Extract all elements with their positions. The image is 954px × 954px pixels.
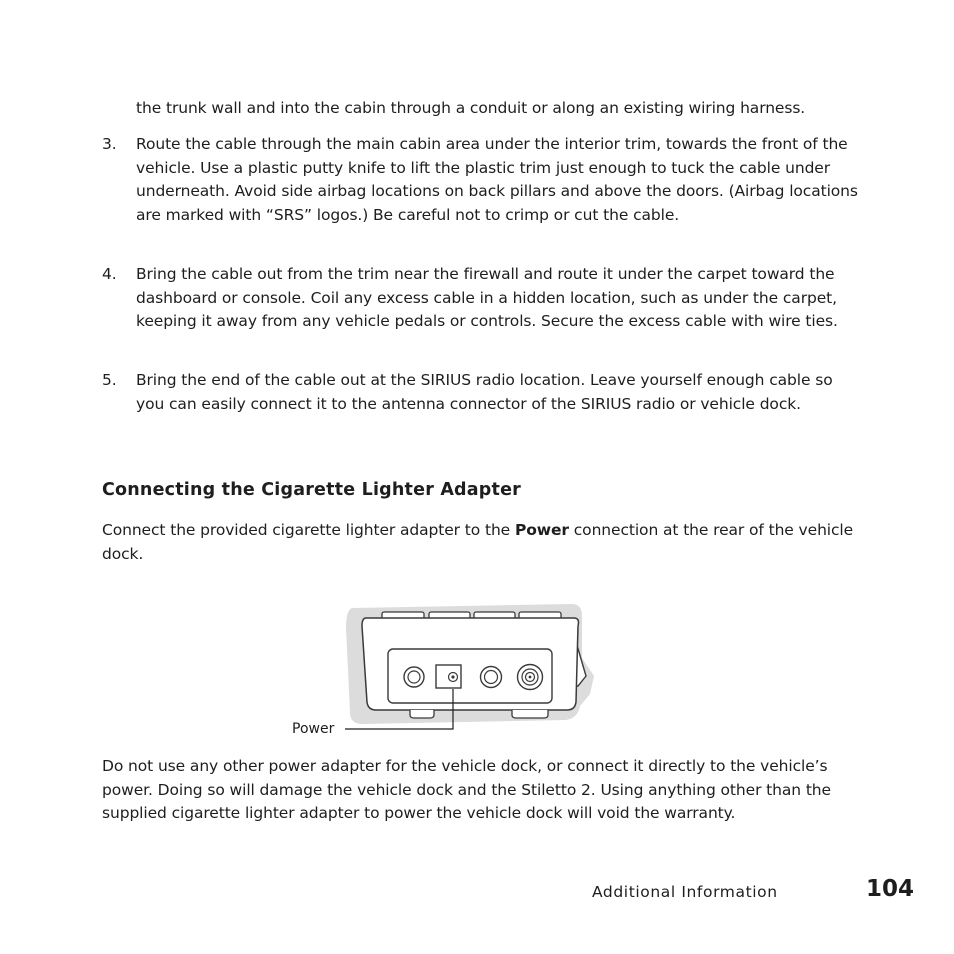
page-number: 104 bbox=[866, 876, 915, 902]
list-text: Route the cable through the main cabin area under the interior trim, towards the front of the vehicle. Use a plastic putty knife to lift the plastic trim just enough to tuck the cable under underneath. Avoid side airbag locations on back pillars and above the doors. (Airbag locations are marked with “SRS” logos.) Be careful not to crimp or cut the cable. bbox=[136, 135, 858, 224]
intro-paragraph bbox=[102, 519, 862, 566]
list-number: 4. bbox=[102, 265, 117, 283]
power-callout-label: Power bbox=[292, 721, 335, 737]
continuation-paragraph: the trunk wall and into the cabin through a conduit or along an existing wiring harness. bbox=[136, 99, 806, 117]
vehicle-dock-rear-illustration bbox=[290, 598, 610, 748]
list-text: Bring the end of the cable out at the SIRIUS radio location. Leave yourself enough cable so you can easily connect it to the antenna connector of the SIRIUS radio or vehicle dock. bbox=[136, 371, 833, 413]
intro-bold-power: Power bbox=[514, 521, 569, 539]
intro-text-before: Connect the provided cigarette lighter adapter to the bbox=[102, 521, 515, 539]
warning-paragraph: Do not use any other power adapter for the vehicle dock, or connect it directly to the vehicle’s power. Doing so will damage the vehicle dock and the Stiletto 2. Using anything other than the supplied cigarette lighter adapter to power the vehicle dock will void the warranty. bbox=[102, 757, 831, 822]
intro-text-after: connection at the rear of the vehicle dock. bbox=[102, 521, 854, 563]
footer-section-label: Additional Information bbox=[592, 883, 778, 901]
vehicle-dock-figure bbox=[290, 598, 610, 748]
list-text: Bring the cable out from the trim near the firewall and route it under the carpet toward the dashboard or console. Coil any excess cable in a hidden location, such as under the carpet, keeping it away from any vehicle pedals or controls. Secure the excess cable with wire ties. bbox=[136, 265, 838, 330]
list-number: 3. bbox=[102, 135, 117, 153]
section-heading: Connecting the Cigarette Lighter Adapter bbox=[102, 480, 521, 500]
list-number: 5. bbox=[102, 371, 117, 389]
